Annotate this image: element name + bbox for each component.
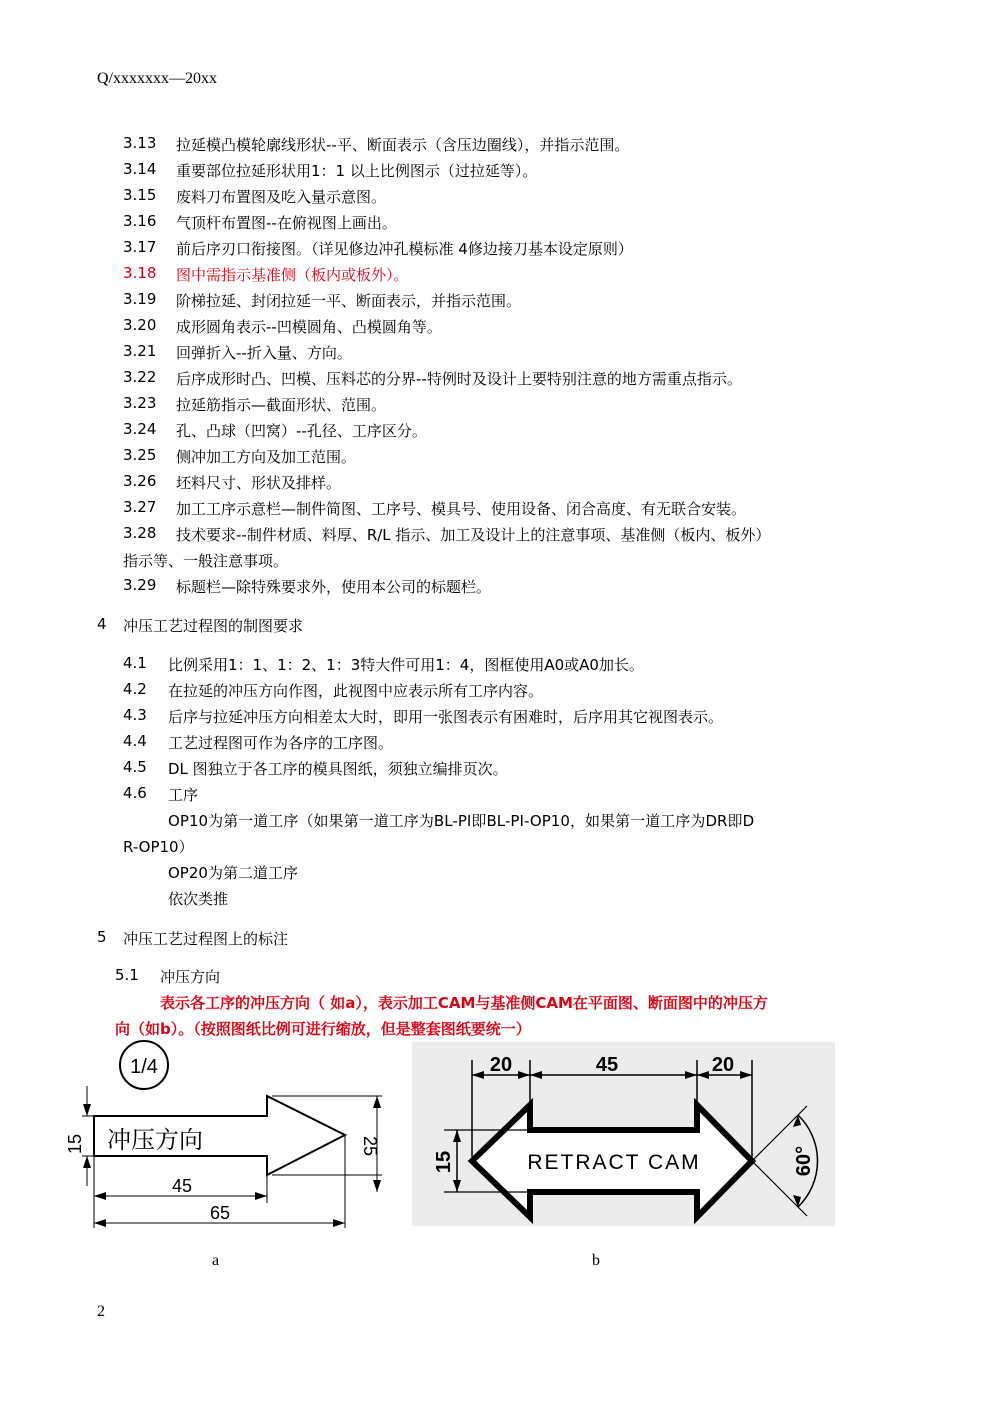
item-text: 技术要求--制件材质、料厚、R/L 指示、加工及设计上的注意事项、基准侧（板内、板外） xyxy=(176,526,771,544)
item-text: 比例采用1：1、1：2、1：3特大件可用1：4，图框使用A0或A0加长。 xyxy=(168,656,644,674)
subsection-title: 冲压方向 xyxy=(160,968,221,986)
item-text: 阶梯拉延、封闭拉延一平、断面表示，并指示范围。 xyxy=(176,292,522,310)
item-number: 3.13 xyxy=(123,134,157,152)
figure-a-scale: 1/4 xyxy=(130,1056,158,1078)
section-number: 4 xyxy=(97,615,107,633)
figure-b-dim-45: 45 xyxy=(595,1054,619,1076)
item-text: 前后序刃口衔接图。（详见修边冲孔模标准 4修边接刀基本设定原则） xyxy=(176,240,633,258)
section-number: 5 xyxy=(97,928,107,946)
item-number: 3.24 xyxy=(123,420,157,438)
item-number: 3.25 xyxy=(123,446,157,464)
item-text: 坯料尺寸、形状及排样。 xyxy=(176,474,342,492)
figure-b-dim-20-right: 20 xyxy=(711,1054,735,1076)
item-text-highlighted: 图中需指示基准侧（板内或板外）。 xyxy=(176,266,409,284)
document-header: Q/xxxxxxx—20xx xyxy=(97,70,217,87)
item-text: 加工工序示意栏—制件简图、工序号、模具号、使用设备、闭合高度、有无联合安装。 xyxy=(176,500,747,518)
figure-b-label: RETRACT CAM xyxy=(527,1151,701,1174)
item-text-continuation: 指示等、一般注意事项。 xyxy=(123,552,289,570)
op10-continuation: R-OP10） xyxy=(123,838,194,856)
op10-line: OP10为第一道工序（如果第一道工序为BL-PI即BL-PI-OP10，如果第一道工序为DR即D xyxy=(168,812,755,830)
figure-b-retract-cam xyxy=(412,1042,835,1226)
item-number: 3.19 xyxy=(123,290,157,308)
op20-line: OP20为第二道工序 xyxy=(168,864,298,882)
item-text: 侧冲加工方向及加工范围。 xyxy=(176,448,357,466)
item-number: 3.28 xyxy=(123,524,157,542)
section-title: 冲压工艺过程图上的标注 xyxy=(123,930,289,948)
item-text: 成形圆角表示--凹模圆角、凸模圆角等。 xyxy=(176,318,442,336)
item-number: 3.22 xyxy=(123,368,157,386)
item-text: 拉延筋指示—截面形状、范围。 xyxy=(176,396,387,414)
item-text: 在拉延的冲压方向作图，此视图中应表示所有工序内容。 xyxy=(168,682,544,700)
item-text: DL 图独立于各工序的模具图纸，须独立编排页次。 xyxy=(168,760,508,778)
figure-b-caption: b xyxy=(592,1252,600,1269)
figure-b-angle: 60° xyxy=(793,1145,815,1177)
item-text: 标题栏—除特殊要求外，使用本公司的标题栏。 xyxy=(176,578,492,596)
item-text: 气顶杆布置图--在俯视图上画出。 xyxy=(176,214,397,232)
item-number: 4.3 xyxy=(123,706,147,724)
item-number: 3.17 xyxy=(123,238,157,256)
item-number: 4.6 xyxy=(123,784,147,802)
item-text: 回弹折入--折入量、方向。 xyxy=(176,344,352,362)
item-number: 3.20 xyxy=(123,316,157,334)
item-number: 3.23 xyxy=(123,394,157,412)
figure-a-dim-15: 15 xyxy=(65,1133,85,1155)
item-text: 工艺过程图可作为各序的工序图。 xyxy=(168,734,394,752)
figure-a-caption: a xyxy=(212,1252,220,1269)
page-number: 2 xyxy=(97,1303,105,1320)
item-number: 4.4 xyxy=(123,732,147,750)
item-text: 重要部位拉延形状用1：1 以上比例图示（过拉延等）。 xyxy=(176,162,538,180)
figure-b-dim-15: 15 xyxy=(433,1150,455,1174)
red-paragraph-line1: 表示各工序的冲压方向（ 如a），表示加工CAM与基准侧CAM在平面图、断面图中的冲压方 xyxy=(160,994,768,1012)
item-number: 3.14 xyxy=(123,160,157,178)
item-number: 4.2 xyxy=(123,680,147,698)
item-number: 3.29 xyxy=(123,576,157,594)
item-text: 后序成形时凸、凹模、压料芯的分界--特例时及设计上要特别注意的地方需重点指示。 xyxy=(176,370,742,388)
item-text: 后序与拉延冲压方向相差太大时，即用一张图表示有困难时，后序用其它视图表示。 xyxy=(168,708,724,726)
figure-b-dim-20-left: 20 xyxy=(489,1054,513,1076)
item-number: 3.26 xyxy=(123,472,157,490)
item-text: 工序 xyxy=(168,786,199,804)
item-number: 3.15 xyxy=(123,186,157,204)
subsection-number: 5.1 xyxy=(115,966,139,984)
section-title: 冲压工艺过程图的制图要求 xyxy=(123,617,304,635)
item-text: 拉延模凸模轮廓线形状--平、断面表示（含压边圈线），并指示范围。 xyxy=(176,136,630,154)
item-number: 4.1 xyxy=(123,654,147,672)
etc-line: 依次类推 xyxy=(168,890,229,908)
item-number: 3.16 xyxy=(123,212,157,230)
item-text: 孔、凸球（凹窝）--孔径、工序区分。 xyxy=(176,422,427,440)
red-paragraph-line2: 向（如b）。（按照图纸比例可进行缩放，但是整套图纸要统一） xyxy=(115,1020,531,1038)
figure-a-press-direction xyxy=(62,1038,402,1233)
item-number: 3.27 xyxy=(123,498,157,516)
item-number: 4.5 xyxy=(123,758,147,776)
figure-a-label: 冲压方向 xyxy=(107,1127,203,1154)
item-number-highlighted: 3.18 xyxy=(123,264,157,282)
item-number: 3.21 xyxy=(123,342,157,360)
figure-a-dim-25: 25 xyxy=(360,1135,380,1157)
figure-a-dim-65: 65 xyxy=(209,1203,231,1223)
item-text: 废料刀布置图及吃入量示意图。 xyxy=(176,188,387,206)
figure-a-dim-45: 45 xyxy=(171,1176,193,1196)
